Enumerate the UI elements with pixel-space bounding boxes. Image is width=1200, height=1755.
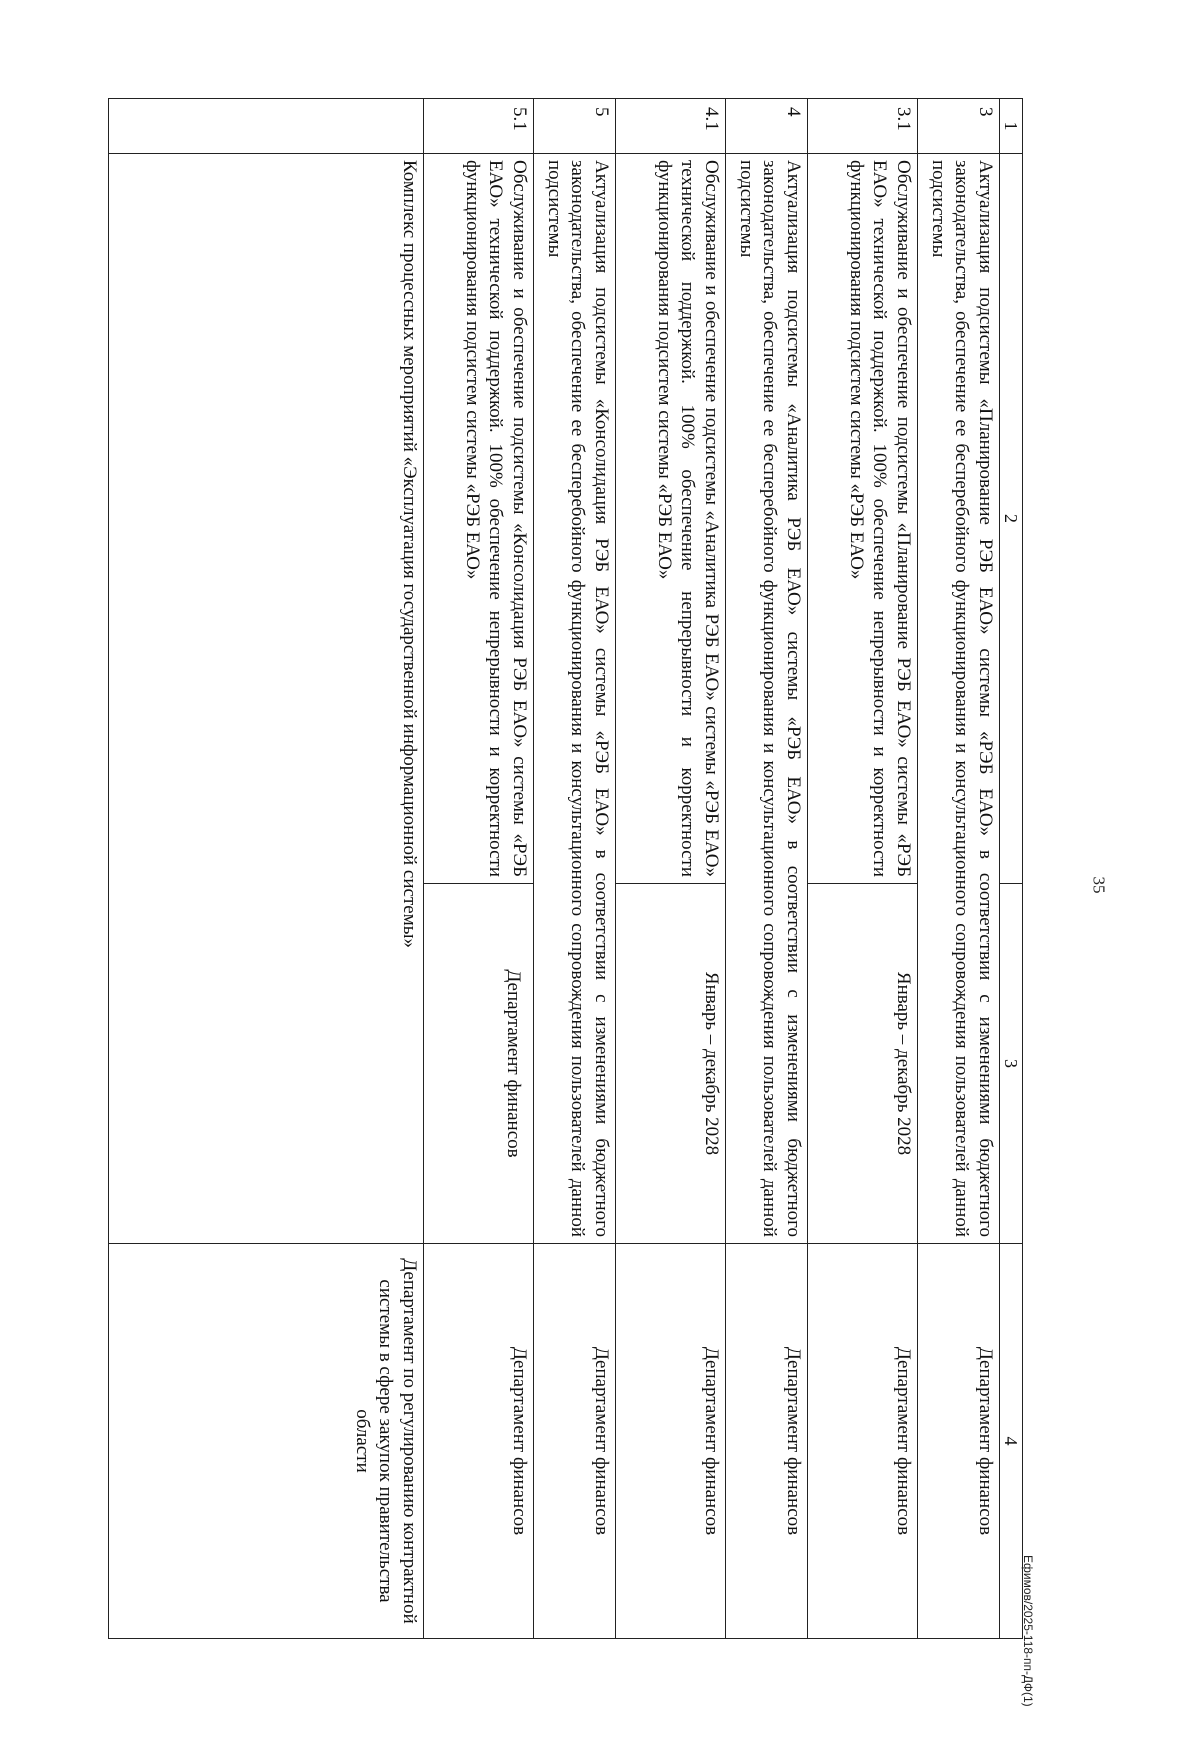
table-row xyxy=(423,99,533,1639)
row-executor: Департамент финансов xyxy=(533,1244,615,1639)
row-activity: Актуализация подсистемы «Планирование РЭБ ЕАО» системы «РЭБ ЕАО» в соответствии с изменениями бюджетного законодательства, обеспечение ее бесперебойного функционирования и консультационного сопровождения пользователей данной подсистемы xyxy=(917,154,999,1244)
row-number: 5 xyxy=(533,99,615,154)
page-number: 35 xyxy=(1089,876,1109,894)
activities-table xyxy=(108,98,1023,1639)
row-number xyxy=(109,99,424,154)
row-period: Департамент финансов xyxy=(423,884,533,1244)
row-executor: Департамент финансов xyxy=(423,1244,533,1639)
row-period: Январь – декабрь 2028 xyxy=(807,884,917,1244)
table-row xyxy=(725,99,807,1639)
header-col-4: 4 xyxy=(999,1244,1022,1639)
row-activity: Комплекс процессных мероприятий «Эксплуатация государственной информационной системы» xyxy=(109,154,424,1244)
row-executor: Департамент финансов xyxy=(917,1244,999,1639)
row-executor: Департамент финансов xyxy=(615,1244,725,1639)
row-activity: Обслуживание и обеспечение подсистемы «Консолидация РЭБ ЕАО» системы «РЭБ ЕАО» технической поддержкой. 100% обеспечение непрерывности и корректности функционирования подсистем системы «РЭБ ЕАО» xyxy=(423,154,533,884)
row-number: 3 xyxy=(917,99,999,154)
row-number: 4.1 xyxy=(615,99,725,154)
table-row xyxy=(615,99,725,1639)
row-number: 4 xyxy=(725,99,807,154)
row-activity: Актуализация подсистемы «Аналитика РЭБ ЕАО» системы «РЭБ ЕАО» в соответствии с изменениями бюджетного законодательства, обеспечение ее бесперебойного функционирования и консультационного сопровождения пользователей данной подсистемы xyxy=(725,154,807,1244)
row-activity: Обслуживание и обеспечение подсистемы «Аналитика РЭБ ЕАО» системы «РЭБ ЕАО» технической поддержкой. 100% обеспечение непрерывности и корректности функционирования подсистем системы «РЭБ ЕАО» xyxy=(615,154,725,884)
table-row xyxy=(917,99,999,1639)
header-col-3: 3 xyxy=(999,884,1022,1244)
rotated-table-container xyxy=(108,98,1023,1638)
row-period: Январь – декабрь 2028 xyxy=(615,884,725,1244)
row-activity: Актуализация подсистемы «Консолидация РЭБ ЕАО» системы «РЭБ ЕАО» в соответствии с изменениями бюджетного законодательства, обеспечение ее бесперебойного функционирования и консультационного сопровождения пользователей данной подсистемы xyxy=(533,154,615,1244)
row-executor: Департамент финансов xyxy=(807,1244,917,1639)
table-row-complex xyxy=(109,99,424,1639)
table-header-row xyxy=(999,99,1022,1639)
row-number: 3.1 xyxy=(807,99,917,154)
footer-document-code: Ефимов/2025-118-пп-ДФ(1) xyxy=(1021,1555,1035,1707)
table-row xyxy=(533,99,615,1639)
table-row xyxy=(807,99,917,1639)
header-col-2: 2 xyxy=(999,154,1022,884)
header-col-1: 1 xyxy=(999,99,1022,154)
row-number: 5.1 xyxy=(423,99,533,154)
row-executor: Департамент финансов xyxy=(725,1244,807,1639)
row-executor: Департамент по регулированию контрактной системы в сфере закупок правительства области xyxy=(109,1244,424,1639)
row-activity: Обслуживание и обеспечение подсистемы «Планирование РЭБ ЕАО» системы «РЭБ ЕАО» технической поддержкой. 100% обеспечение непрерывности и корректности функционирования подсистем системы «РЭБ ЕАО» xyxy=(807,154,917,884)
